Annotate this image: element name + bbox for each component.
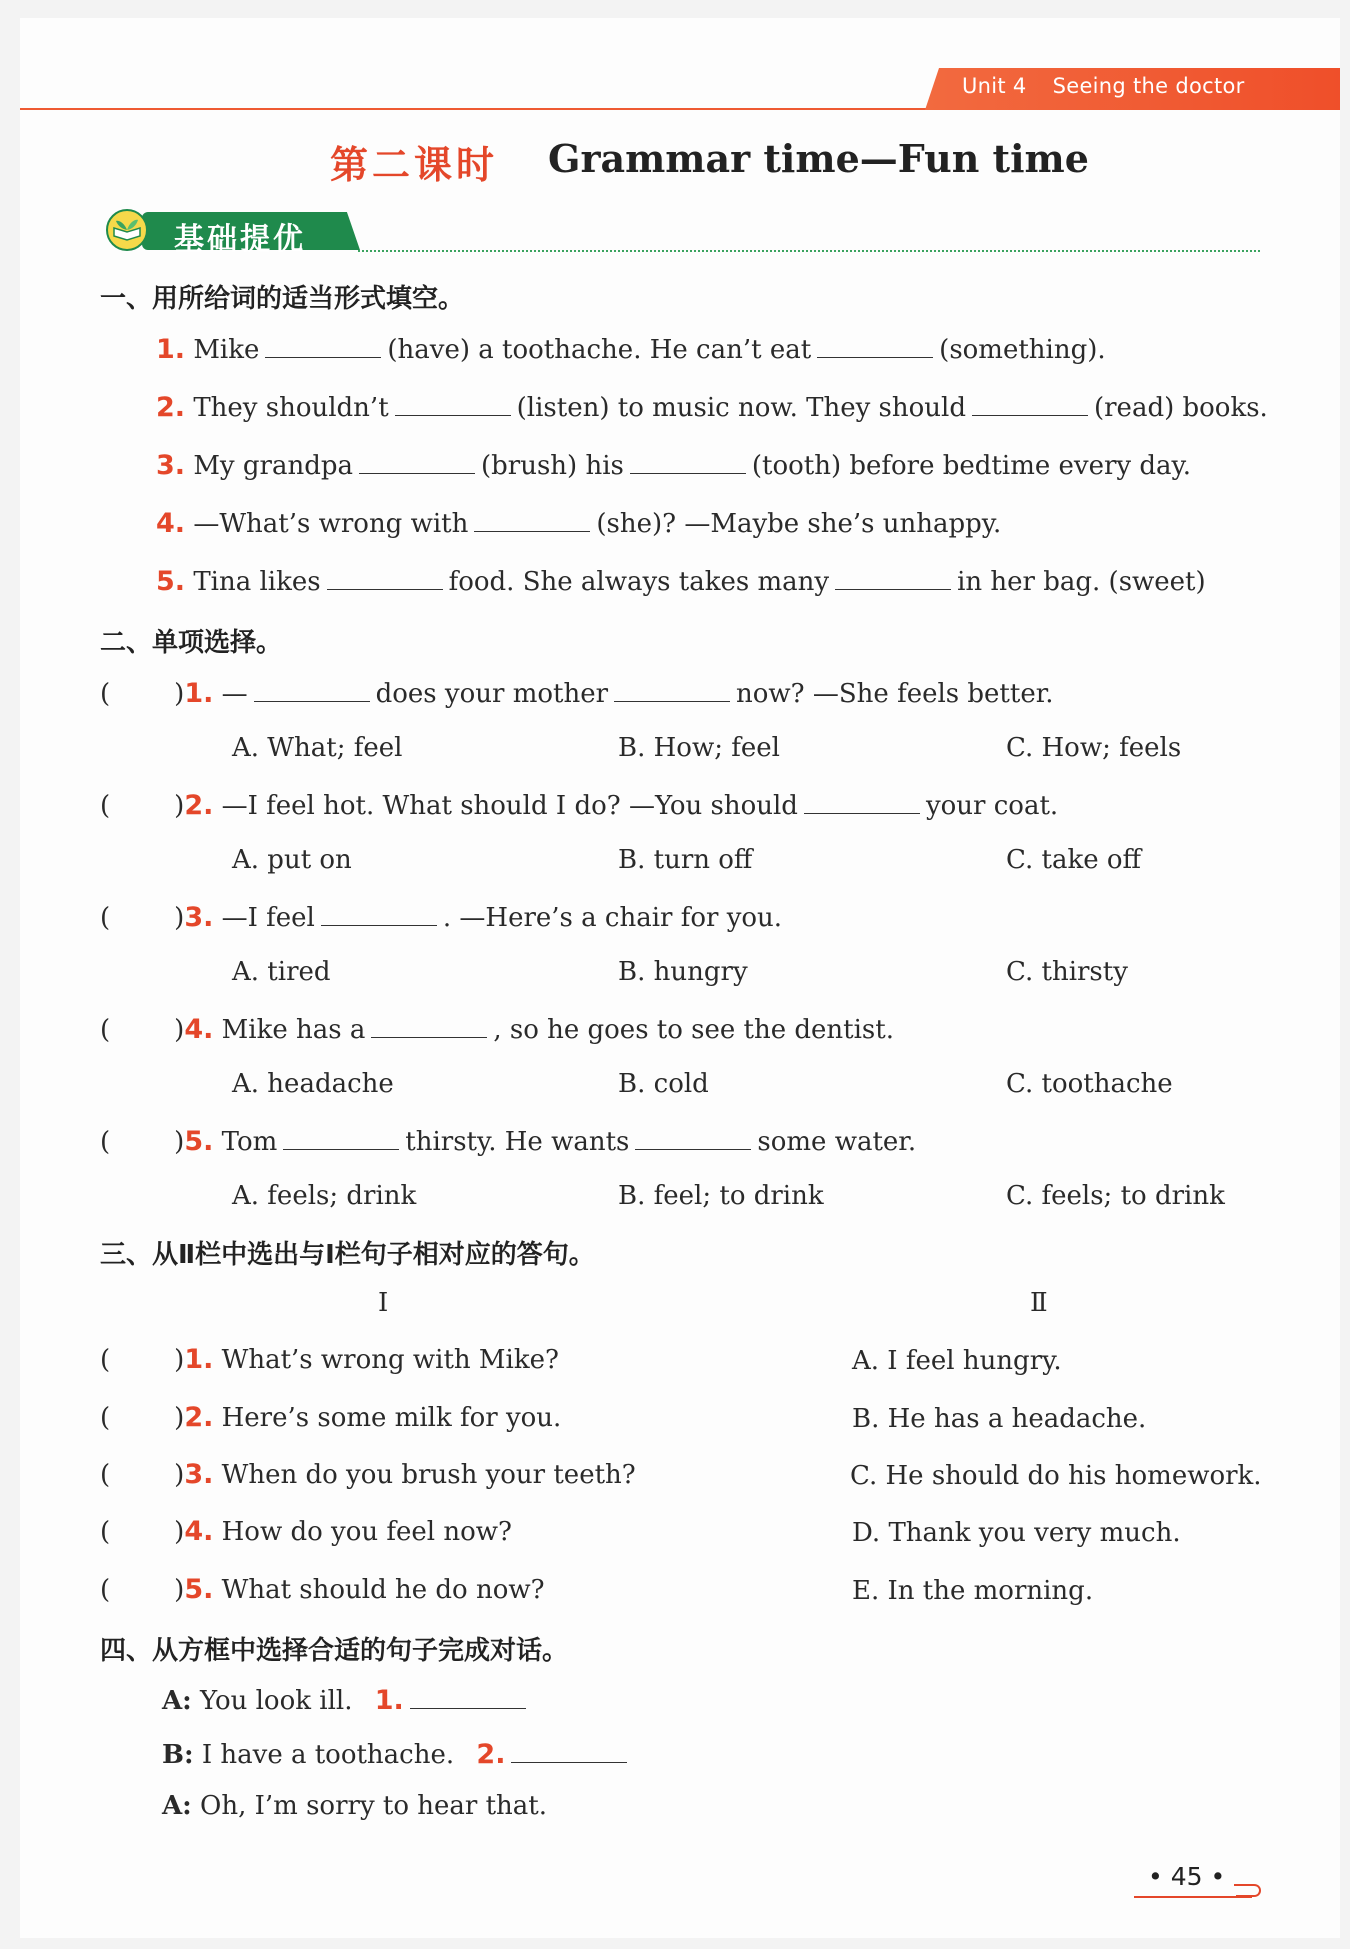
- item-number: 1.: [374, 1685, 404, 1716]
- answer-blank[interactable]: [474, 507, 590, 532]
- item-text: (brush) his: [481, 451, 624, 481]
- speaker-label: A:: [162, 1791, 192, 1821]
- option-a[interactable]: A. put on: [232, 845, 352, 875]
- item-text: —: [221, 679, 248, 709]
- dialogue-line-3: [162, 1791, 547, 1821]
- answer-blank[interactable]: [327, 565, 443, 590]
- item-text: My grandpa: [193, 451, 353, 481]
- item-number: 2.: [184, 1402, 214, 1433]
- s3-item-1: [100, 1344, 559, 1375]
- s2-item-3: [100, 901, 782, 933]
- item-text: How do you feel now?: [221, 1517, 512, 1547]
- option-b[interactable]: B. How; feel: [618, 733, 780, 763]
- item-text: (read) books.: [1093, 393, 1268, 423]
- option-b[interactable]: B. cold: [618, 1069, 709, 1099]
- s1-item-1: [156, 333, 1106, 365]
- answer-blank[interactable]: [630, 449, 746, 474]
- s1-item-3: [156, 449, 1191, 481]
- paren-close: ): [174, 1345, 185, 1375]
- unit-number: Unit 4: [962, 74, 1027, 98]
- answer-blank[interactable]: [835, 565, 951, 590]
- paren-close: ): [174, 1127, 185, 1157]
- answer-blank[interactable]: [635, 1125, 751, 1150]
- answer-option-c: C. He should do his homework.: [850, 1461, 1262, 1491]
- item-text: (have) a toothache. He can’t eat: [387, 335, 812, 365]
- item-number: 3.: [184, 1459, 214, 1490]
- answer-blank[interactable]: [972, 391, 1088, 416]
- answer-paren[interactable]: (: [100, 903, 111, 933]
- option-b[interactable]: B. turn off: [618, 845, 753, 875]
- item-text: now? —She feels better.: [736, 679, 1054, 709]
- s3-item-2: [100, 1402, 561, 1433]
- s3-item-5: [100, 1574, 545, 1605]
- item-number: 1.: [184, 678, 214, 709]
- option-b[interactable]: B. feel; to drink: [618, 1181, 824, 1211]
- item-text: When do you brush your teeth?: [221, 1460, 636, 1490]
- item-text: in her bag. (sweet): [957, 567, 1206, 597]
- section1-heading: 一、用所给词的适当形式填空。: [100, 284, 465, 314]
- answer-blank[interactable]: [804, 789, 920, 814]
- item-number: 4.: [184, 1516, 214, 1547]
- item-text: your coat.: [925, 791, 1059, 821]
- item-text: —What’s wrong with: [193, 509, 469, 539]
- paren-close: ): [174, 1403, 185, 1433]
- s3-item-3: [100, 1459, 636, 1490]
- answer-paren[interactable]: (: [100, 1403, 111, 1433]
- paren-close: ): [174, 791, 185, 821]
- item-number: 3.: [156, 450, 186, 481]
- answer-blank[interactable]: [395, 391, 511, 416]
- answer-paren[interactable]: (: [100, 1345, 111, 1375]
- item-text: does your mother: [375, 679, 609, 709]
- answer-blank[interactable]: [283, 1125, 399, 1150]
- answer-blank[interactable]: [817, 333, 933, 358]
- paren-close: ): [174, 1517, 185, 1547]
- item-text: some water.: [757, 1127, 917, 1157]
- item-text: (tooth) before bedtime every day.: [751, 451, 1191, 481]
- answer-option-a: A. I feel hungry.: [852, 1346, 1062, 1376]
- answer-option-b: B. He has a headache.: [852, 1404, 1147, 1434]
- item-number: 4.: [184, 1014, 214, 1045]
- option-c[interactable]: C. toothache: [1006, 1069, 1173, 1099]
- section3-heading: 三、从Ⅱ栏中选出与Ⅰ栏句子相对应的答句。: [100, 1240, 595, 1270]
- item-text: Tom: [221, 1127, 278, 1157]
- item-text: What’s wrong with Mike?: [221, 1345, 559, 1375]
- page-number: • 45 •: [1148, 1862, 1226, 1891]
- item-text: food. She always takes many: [448, 567, 830, 597]
- item-number: 5.: [156, 566, 186, 597]
- item-number: 5.: [184, 1126, 214, 1157]
- answer-blank[interactable]: [254, 677, 370, 702]
- answer-blank[interactable]: [511, 1738, 627, 1763]
- answer-option-d: D. Thank you very much.: [852, 1518, 1181, 1548]
- section-badge: [104, 208, 360, 257]
- option-a[interactable]: A. headache: [232, 1069, 394, 1099]
- section2-heading: 二、单项选择。: [100, 628, 283, 658]
- item-text: Mike has a: [221, 1015, 366, 1045]
- item-text: thirsty. He wants: [405, 1127, 630, 1157]
- item-number: 2.: [156, 392, 186, 423]
- item-number: 1.: [156, 334, 186, 365]
- item-text: . —Here’s a chair for you.: [442, 903, 783, 933]
- item-text: They shouldn’t: [193, 393, 389, 423]
- option-c[interactable]: C. thirsty: [1006, 957, 1128, 987]
- option-c[interactable]: C. feels; to drink: [1006, 1181, 1225, 1211]
- item-text: (something).: [939, 335, 1106, 365]
- unit-tab-text: [962, 74, 1271, 98]
- page-title: Grammar time—Fun time: [548, 136, 1089, 181]
- paren-close: ): [174, 903, 185, 933]
- item-number: 1.: [184, 1344, 214, 1375]
- dialogue-text: Oh, I’m sorry to hear that.: [200, 1791, 547, 1821]
- speaker-label: B:: [162, 1740, 194, 1770]
- s2-item-2: [100, 789, 1058, 821]
- answer-paren[interactable]: (: [100, 1460, 111, 1490]
- answer-blank[interactable]: [321, 901, 437, 926]
- column-one-label: Ⅰ: [378, 1288, 389, 1318]
- item-number: 2.: [476, 1739, 506, 1770]
- s1-item-5: [156, 565, 1206, 597]
- s1-item-2: [156, 391, 1268, 423]
- option-a[interactable]: A. feels; drink: [232, 1181, 417, 1211]
- answer-paren[interactable]: (: [100, 679, 111, 709]
- item-text: Mike: [193, 335, 260, 365]
- paren-close: ): [174, 1460, 185, 1490]
- item-text: —I feel: [221, 903, 315, 933]
- speaker-label: A:: [162, 1686, 192, 1716]
- arrow-curl-icon: [1232, 1872, 1266, 1898]
- s2-item-5: [100, 1125, 916, 1157]
- unit-title: Seeing the doctor: [1052, 74, 1245, 98]
- answer-blank[interactable]: [410, 1684, 526, 1709]
- s3-item-4: [100, 1516, 512, 1547]
- column-two-label: Ⅱ: [1030, 1288, 1048, 1318]
- sprout-book-icon: [104, 208, 150, 252]
- item-number: 5.: [184, 1574, 214, 1605]
- paren-close: ): [174, 1015, 185, 1045]
- item-number: 4.: [156, 508, 186, 539]
- dialogue-text: You look ill.: [200, 1686, 353, 1716]
- item-number: 2.: [184, 790, 214, 821]
- answer-paren[interactable]: (: [100, 1517, 111, 1547]
- option-a[interactable]: A. tired: [232, 957, 331, 987]
- item-text: —I feel hot. What should I do? —You should: [221, 791, 798, 821]
- option-c[interactable]: C. How; feels: [1006, 733, 1182, 763]
- answer-blank[interactable]: [614, 677, 730, 702]
- answer-blank[interactable]: [359, 449, 475, 474]
- answer-paren[interactable]: (: [100, 1127, 111, 1157]
- item-text: (listen) to music now. They should: [516, 393, 966, 423]
- s2-item-4: [100, 1013, 894, 1045]
- paren-close: ): [174, 1575, 185, 1605]
- item-text: , so he goes to see the dentist.: [493, 1015, 894, 1045]
- dialogue-line-2: [162, 1738, 633, 1770]
- item-text: What should he do now?: [221, 1575, 545, 1605]
- dotted-rule: [358, 250, 1260, 252]
- option-a[interactable]: A. What; feel: [232, 733, 403, 763]
- answer-paren[interactable]: (: [100, 1575, 111, 1605]
- answer-paren[interactable]: (: [100, 791, 111, 821]
- item-text: Tina likes: [193, 567, 321, 597]
- lesson-label: 第二课时: [330, 143, 499, 187]
- dialogue-text: I have a toothache.: [201, 1740, 455, 1770]
- s1-item-4: [156, 507, 1001, 539]
- item-text: Here’s some milk for you.: [221, 1403, 562, 1433]
- paren-close: ): [174, 679, 185, 709]
- answer-blank[interactable]: [265, 333, 381, 358]
- item-number: 3.: [184, 902, 214, 933]
- option-b[interactable]: B. hungry: [618, 957, 748, 987]
- answer-blank[interactable]: [371, 1013, 487, 1038]
- option-c[interactable]: C. take off: [1006, 845, 1141, 875]
- dialogue-line-1: [162, 1684, 532, 1716]
- answer-paren[interactable]: (: [100, 1015, 111, 1045]
- badge-label: 基础提优: [174, 222, 306, 257]
- s2-item-1: [100, 677, 1054, 709]
- item-text: (she)? —Maybe she’s unhappy.: [596, 509, 1002, 539]
- answer-option-e: E. In the morning.: [852, 1576, 1094, 1606]
- section4-heading: 四、从方框中选择合适的句子完成对话。: [100, 1636, 569, 1666]
